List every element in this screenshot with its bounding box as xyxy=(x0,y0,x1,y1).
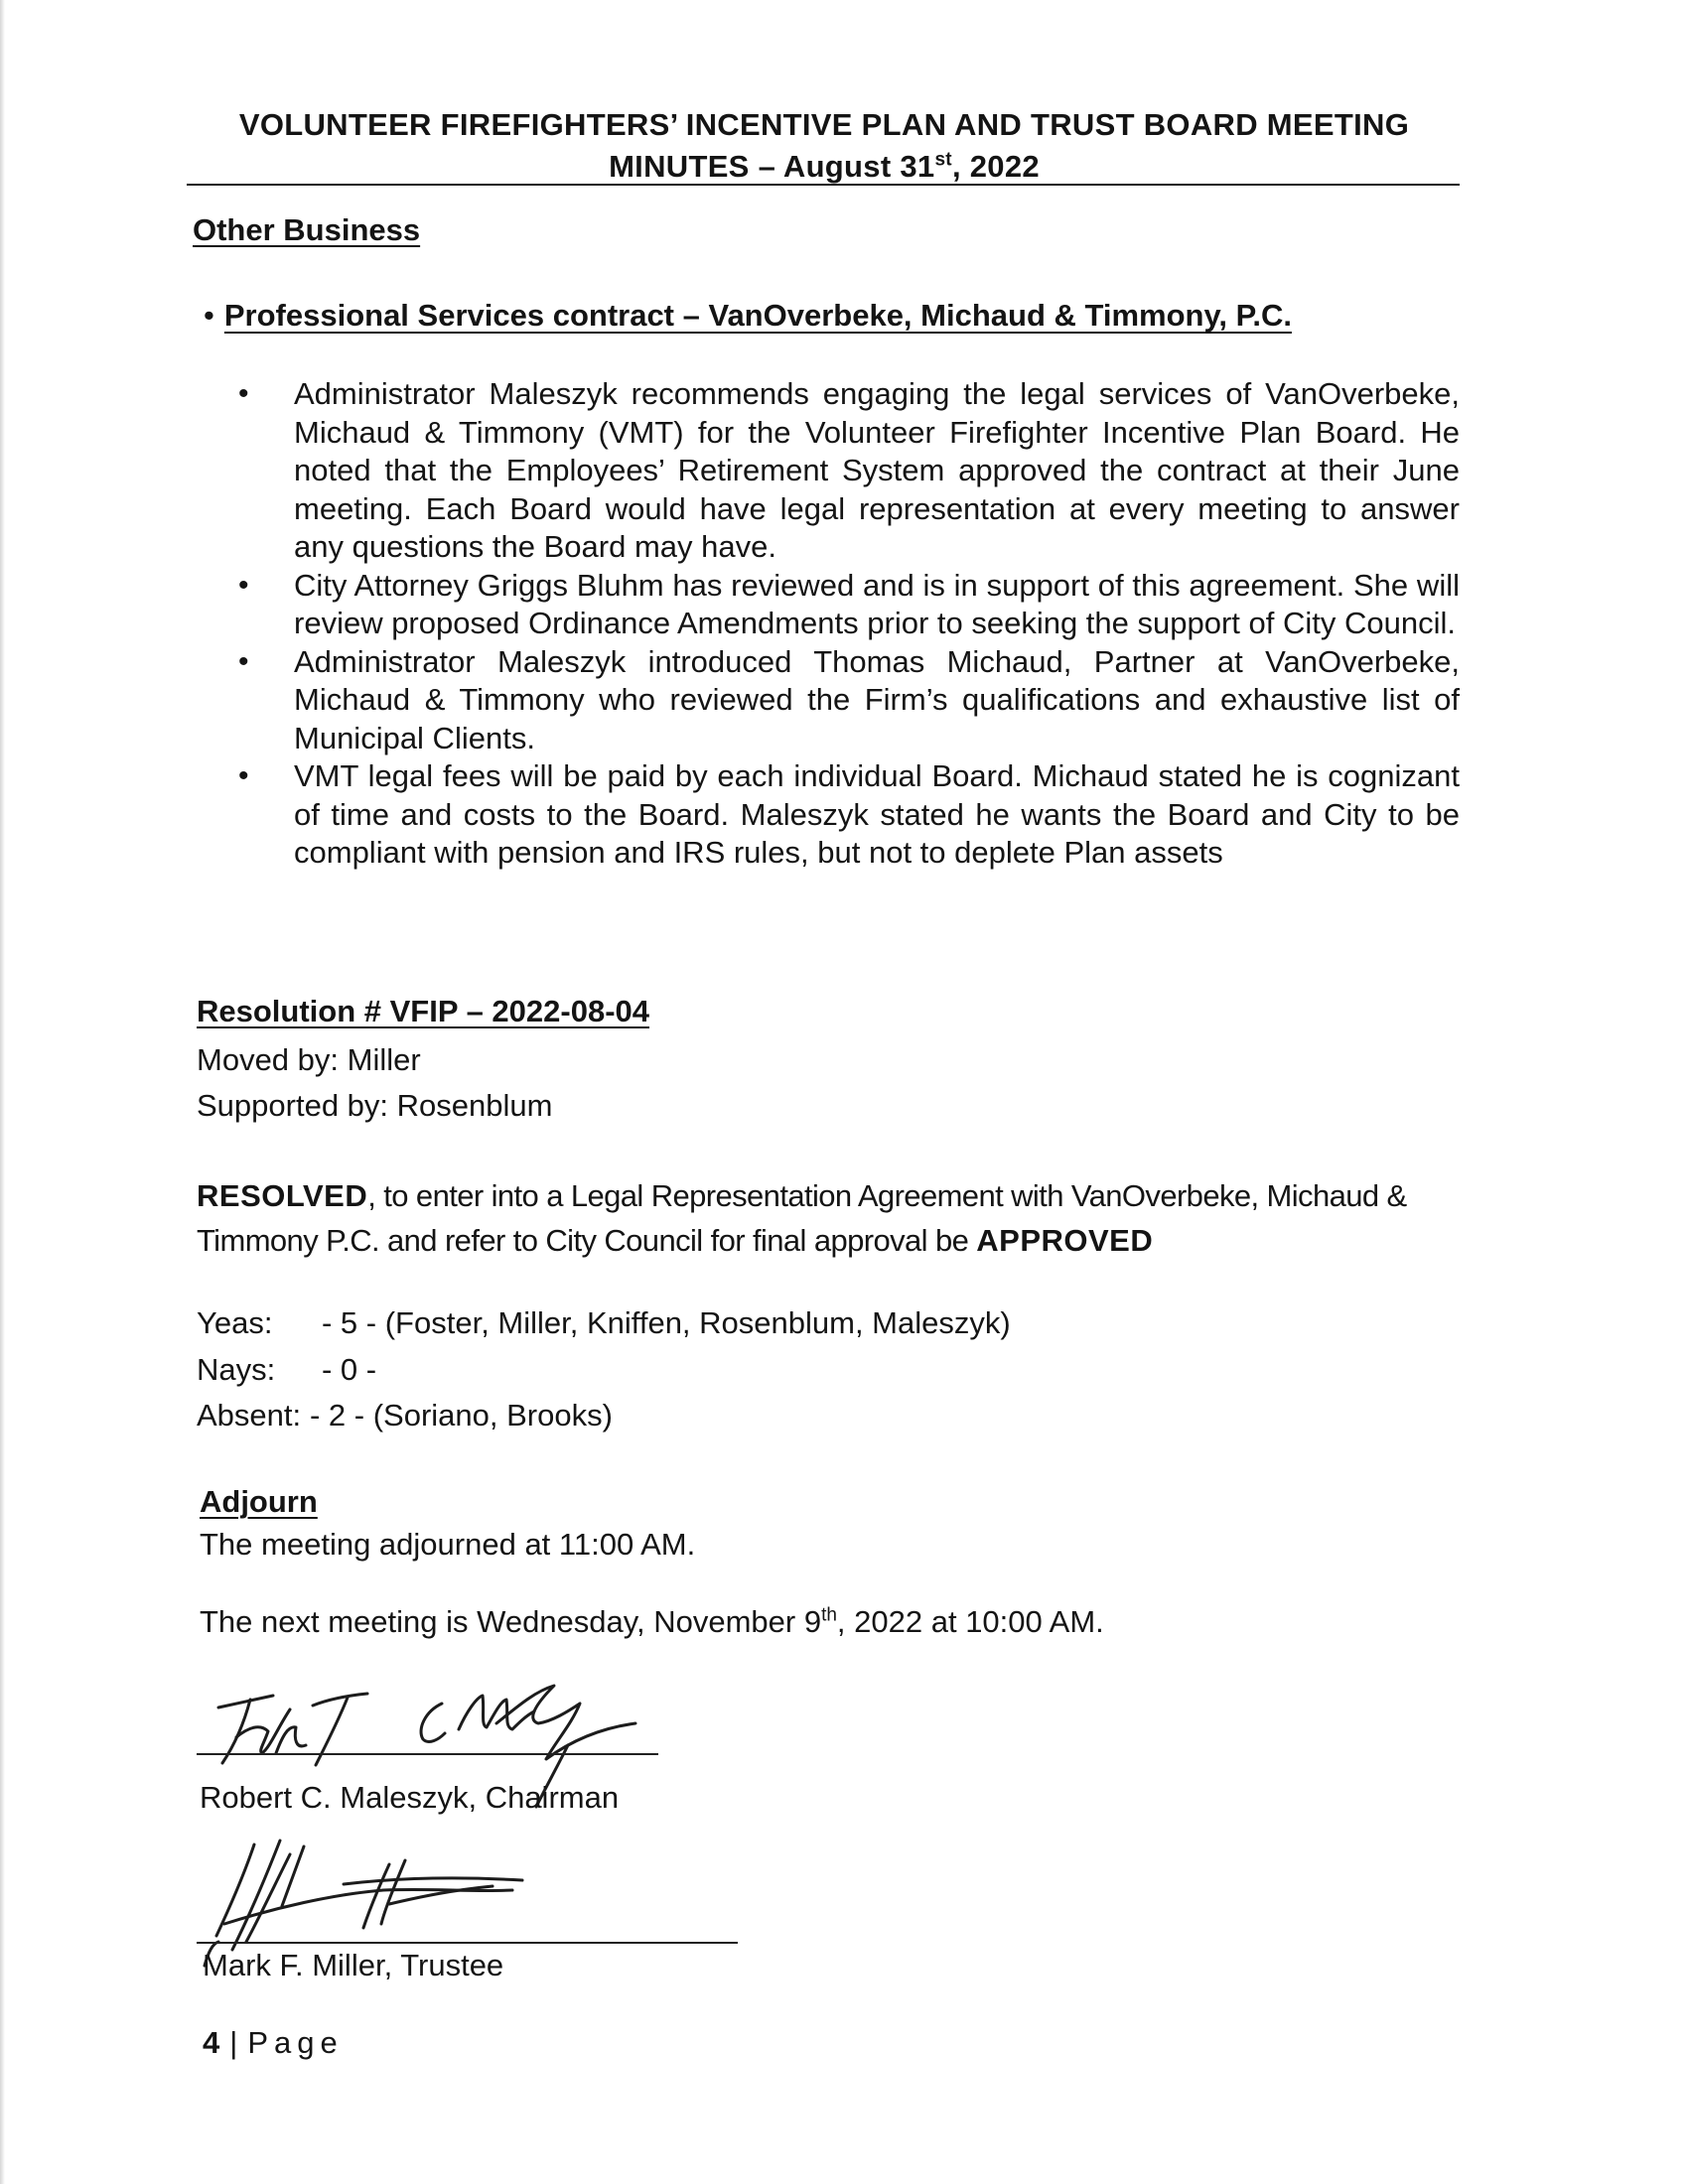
header-date-prefix: MINUTES – August 31 xyxy=(609,149,935,184)
next-meeting xyxy=(200,1604,1104,1640)
header-title-line1: VOLUNTEER FIREFIGHTERS’ INCENTIVE PLAN AND TRUST BOARD MEETING xyxy=(238,107,1410,142)
document-header xyxy=(189,104,1460,188)
item-bullet: • xyxy=(204,298,214,333)
discussion-bullet: • Administrator Maleszyk recommends engaging the legal services of VanOverbeke, Michaud & Timmony (VMT) for the Volunteer Firefighter Incentive Plan Board. He noted that the Employees’ Retirement System approved the contract at their June meeting. Each Board would have legal representation at every meeting to answer any questions the Board may have. xyxy=(238,375,1460,567)
professional-services-title: Professional Services contract – VanOverbeke, Michaud & Timmony, P.C. xyxy=(223,298,1292,333)
page-word: Page xyxy=(247,2025,344,2060)
vote-value: - 0 - xyxy=(322,1352,377,1387)
next-meeting-sup: th xyxy=(821,1604,837,1626)
approved-keyword: APPROVED xyxy=(976,1223,1154,1258)
vote-label: Yeas: xyxy=(197,1305,273,1340)
resolution-heading: Resolution # VFIP – 2022-08-04 xyxy=(197,994,650,1028)
chairman-name: Robert C. Maleszyk, Chairman xyxy=(200,1780,620,1815)
vote-value: - 2 - (Soriano, Brooks) xyxy=(310,1398,613,1433)
page-footer xyxy=(203,2025,344,2061)
header-date-sup: st xyxy=(934,149,952,171)
discussion-bullet: • VMT legal fees will be paid by each individual Board. Michaud stated he is cognizant of time and costs to the Board. Maleszyk stated he wants the Board and City to be compliant with pension and IRS rules, but not to deplete Plan assets xyxy=(238,757,1460,873)
vote-row-nays xyxy=(197,1352,376,1388)
scan-edge xyxy=(0,0,5,2184)
other-business-heading: Other Business xyxy=(193,212,421,247)
header-divider xyxy=(187,184,1460,186)
resolution-text xyxy=(197,1173,1463,1263)
adjourn-heading: Adjourn xyxy=(200,1484,318,1519)
vote-row-yeas xyxy=(197,1305,1011,1341)
trustee-name: Mark F. Miller, Trustee xyxy=(203,1948,504,1982)
signature-line xyxy=(197,1942,738,1944)
adjourn-time: The meeting adjourned at 11:00 AM. xyxy=(200,1527,696,1562)
professional-services-item xyxy=(204,298,1292,334)
vote-value: - 5 - (Foster, Miller, Kniffen, Rosenblum, Maleszyk) xyxy=(322,1305,1011,1340)
header-title-line2 xyxy=(189,146,1460,188)
page-number: 4 xyxy=(203,2025,220,2060)
vote-row-absent xyxy=(197,1398,613,1433)
vote-label: Nays: xyxy=(197,1352,276,1387)
signature-line xyxy=(197,1753,658,1755)
discussion-bullet: • Administrator Maleszyk introduced Thomas Michaud, Partner at VanOverbeke, Michaud & Timmony who reviewed the Firm’s qualifications and exhaustive list of Municipal Clients. xyxy=(238,643,1460,758)
vote-label: Absent: xyxy=(197,1398,302,1433)
header-date-suffix: , 2022 xyxy=(951,149,1040,184)
next-meeting-prefix: The next meeting is Wednesday, November 9 xyxy=(200,1604,822,1639)
discussion-bullet: • City Attorney Griggs Bluhm has reviewed and is in support of this agreement. She will review proposed Ordinance Amendments prior to seeking the support of City Council. xyxy=(238,567,1460,643)
discussion-bullet-list xyxy=(238,375,1460,873)
resolved-body: , to enter into a Legal Representation Agreement with VanOverbeke, Michaud & Timmony P.C. and refer to City Council for final approval be xyxy=(197,1178,1407,1258)
page-separator: | xyxy=(229,2025,238,2060)
resolved-keyword: RESOLVED xyxy=(197,1178,368,1213)
supported-by: Supported by: Rosenblum xyxy=(197,1088,553,1123)
moved-by: Moved by: Miller xyxy=(197,1042,421,1077)
next-meeting-suffix: , 2022 at 10:00 AM. xyxy=(836,1604,1104,1639)
